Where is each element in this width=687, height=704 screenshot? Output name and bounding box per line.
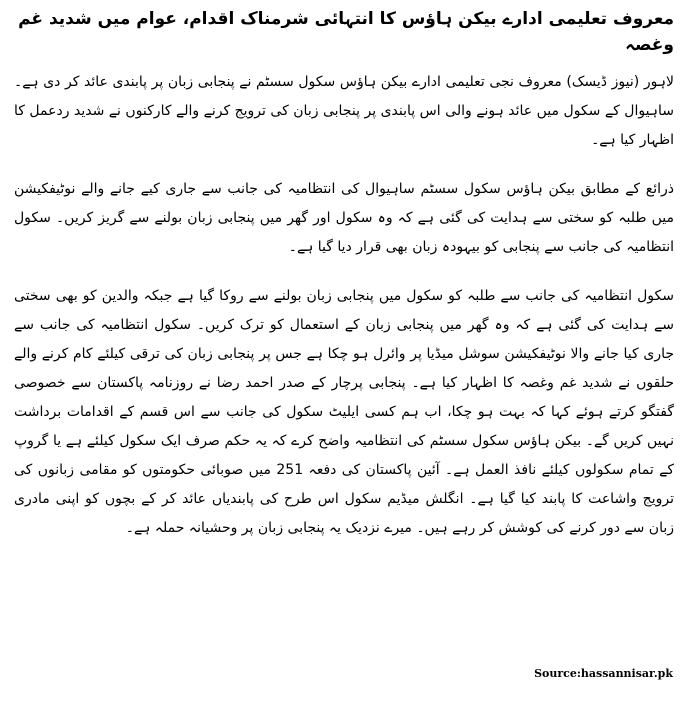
article-paragraph-1: لاہور (نیوز ڈیسک) معروف نجی تعلیمی ادارے بیکن ہاؤس سکول سسٹم نے پنجابی زبان پر پابندی عائد کر دی ہے۔ ساہیوال کے سکول میں عائد ہونے والی اس پابندی پر پنجابی زبان کی ترویج کرنے والے کارکنوں نے شدید ردعمل کا اظہار کیا ہے۔ xyxy=(14,74,674,148)
news-article xyxy=(14,6,674,696)
article-paragraph-3: سکول انتظامیہ کی جانب سے طلبہ کو سکول میں پنجابی زبان بولنے سے روکا گیا ہے جبکہ والدین کو بھی سختی سے ہدایت کی گئی ہے کہ وہ گھر میں پنجابی زبان کے استعمال کو ترک کریں۔ سکول انتظامیہ کی جانب سے جاری کیا جانے والا نوٹیفکیشن سوشل میڈیا پر وائرل ہو چکا ہے جس پر پنجابی زبان کی ترقی کیلئے کام کرنے والے حلقوں نے شدید غم وغصہ کا اظہار کیا ہے۔ پنجابی پرچار کے صدر احمد رضا نے روزنامہ پاکستان سے خصوصی گفتگو کرتے ہوئے کہا کہ بہت ہو چکا، اب ہم کسی ایلیٹ سکول کی جانب سے اس قسم کے اقدامات برداشت نہیں کریں گے۔ بیکن ہاؤس سکول سسٹم کی انتظامیہ واضح کرے کہ یہ حکم صرف ایک سکول کیلئے ہے یا گروپ کے تمام سکولوں کیلئے نافذ العمل ہے۔ آئین پاکستان کی دفعہ 251 میں صوبائی حکومتوں کو مقامی زبانوں کی ترویج واشاعت کا پابند کیا گیا ہے۔ انگلش میڈیم سکول اس طرح کی پابندیاں عائد کر کے بچوں کو اپنی مادری زبان سے دور کرنے کی کوشش کر رہے ہیں۔ میرے نزدیک یہ پنجابی زبان پر وحشیانہ حملہ ہے۔ xyxy=(14,288,674,536)
article-paragraph-2: ذرائع کے مطابق بیکن ہاؤس سکول سسٹم ساہیوال کی انتظامیہ کی جانب سے جاری کیے جانے والے نوٹیفکیشن میں طلبہ کو سختی سے ہدایت کی گئی ہے کہ وہ سکول اور گھر میں پنجابی زبان بولنے سے گریز کریں۔ سکول انتظامیہ کی جانب سے پنجابی کو بیہودہ زبان بھی قرار دیا گیا ہے۔ xyxy=(14,181,674,255)
source-credit: Source:hassannisar.pk xyxy=(534,667,673,680)
article-headline: معروف تعلیمی ادارے بیکن ہاؤس کا انتہائی شرمناک اقدام، عوام میں شدید غم وغصہ xyxy=(18,9,674,55)
